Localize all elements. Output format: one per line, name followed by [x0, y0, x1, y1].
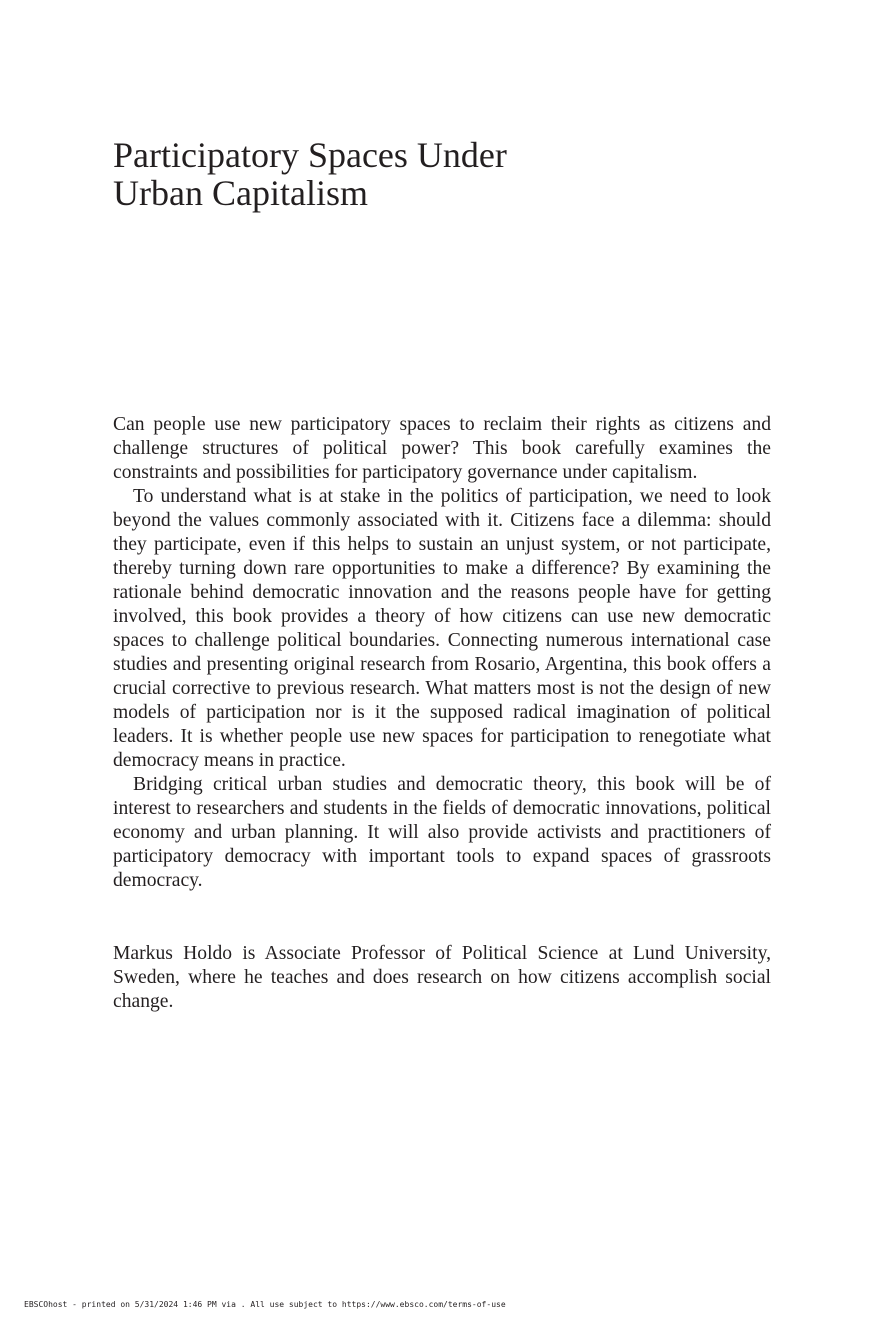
book-description [113, 413, 771, 893]
description-paragraph-1: Can people use new participatory spaces to reclaim their rights as citizens and challenge structures of political power? This book carefully examines the constraints and possibilities for participatory governance under capitalism. [113, 414, 771, 483]
print-footer: EBSCOhost - printed on 5/31/2024 1:46 PM via . All use subject to https://www.ebsco.com/terms-of-use [24, 1300, 506, 1309]
book-title-line-1: Participatory Spaces Under [113, 135, 507, 175]
description-paragraph-2: To understand what is at stake in the politics of participation, we need to look beyond the values commonly associated with it. Citizens face a dilemma: should they participate, even if this helps to sustain an unjust system, or not participate, thereby turning down rare opportunities to make a difference? By examining the rationale behind democratic innovation and the reasons people have for getting involved, this book provides a theory of how citizens can use new democratic spaces to challenge political boundaries. Connecting numerous international case studies and presenting original research from Rosario, Argentina, this book offers a crucial corrective to previous research. What matters most is not the design of new models of participation nor is it the supposed radical imagination of political leaders. It is whether people use new spaces for participation to renegotiate what democracy means in practice. [113, 486, 771, 771]
book-title [113, 136, 793, 212]
description-paragraph-3: Bridging critical urban studies and democratic theory, this book will be of interest to researchers and students in the fields of democratic innovations, political economy and urban planning. It will also provide activists and practitioners of participatory democracy with important tools to expand spaces of grassroots democracy. [113, 774, 771, 891]
book-title-line-2: Urban Capitalism [113, 173, 368, 213]
author-bio: Markus Holdo is Associate Professor of Political Science at Lund University, Sweden, where he teaches and does research on how citizens accomplish social change. [113, 943, 771, 1012]
